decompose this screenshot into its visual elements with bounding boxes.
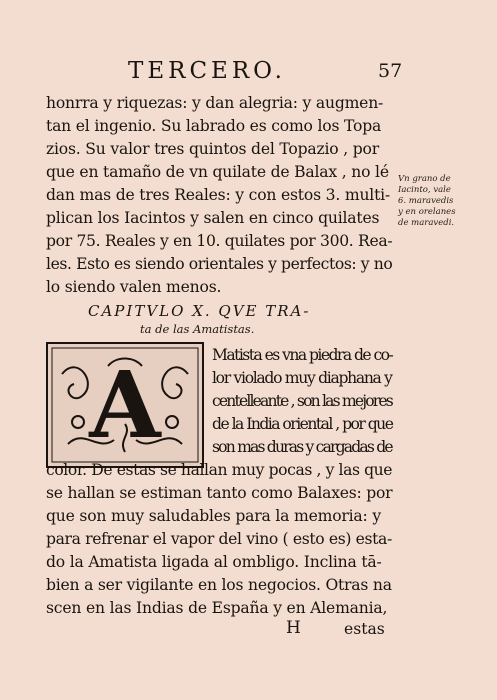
text-line: zios. Su valor tres quintos del Topazio , por (46, 140, 379, 158)
signature-mark: H (286, 618, 301, 638)
decorated-initial (46, 342, 204, 468)
margin-note-line: y en orelanes (398, 207, 456, 217)
chapter-title: CAPITVLO X. QVE TRA- (88, 302, 311, 320)
text-line: dan mas de tres Reales: y con estos 3. multi- (46, 186, 390, 204)
page-header (0, 58, 497, 88)
text-line: les. Esto es siendo orientales y perfectos: y no (46, 255, 393, 273)
text-line: tan el ingenio. Su labrado es como los Topa (46, 117, 382, 135)
text-line: lo siendo valen menos. (46, 278, 222, 296)
margin-note-line: 6. maravedis (398, 196, 454, 206)
chapter-subtitle: ta de las Amatistas. (140, 322, 255, 336)
margin-note-line: Vn grano de (398, 174, 451, 184)
text-line: color. De estas se hallan muy pocas , y las que (46, 461, 393, 479)
text-line: que en tamaño de vn quilate de Balax , no lé (46, 163, 389, 181)
text-line: Matista es vna piedra de co- (212, 346, 393, 364)
text-line: por 75. Reales y en 10. quilates por 300. Rea- (46, 232, 393, 250)
text-line: centelleante , son las mejores (212, 392, 392, 410)
text-line: para refrenar el vapor del vino ( esto es) esta- (46, 530, 392, 548)
text-line: plican los Iacintos y salen en cinco quilates (46, 209, 380, 227)
page-number: 57 (378, 60, 403, 82)
text-line: lor violado muy diaphana y (212, 369, 392, 387)
text-line: bien a ser vigilante en los negocios. Otras na (46, 576, 392, 594)
text-line: que son muy saludables para la memoria: y (46, 507, 381, 525)
running-head: TERCERO. (128, 58, 286, 84)
text-line: son mas duras y cargadas de (212, 438, 392, 456)
margin-note-line: de maravedi. (398, 218, 455, 228)
text-line: honrra y riquezas: y dan alegria: y augmen- (46, 94, 384, 112)
text-line: de la India oriental , por que (212, 415, 393, 433)
catchword: estas (344, 620, 385, 638)
margin-note (398, 174, 490, 229)
margin-note-line: Iacinto, vale (398, 185, 451, 195)
initial-letter: A (89, 351, 161, 459)
text-line: se hallan se estiman tanto como Balaxes: por (46, 484, 393, 502)
text-line: do la Amatista ligada al ombligo. Inclina tā- (46, 553, 382, 571)
text-line: scen en las Indias de España y en Alemania, (46, 599, 388, 617)
